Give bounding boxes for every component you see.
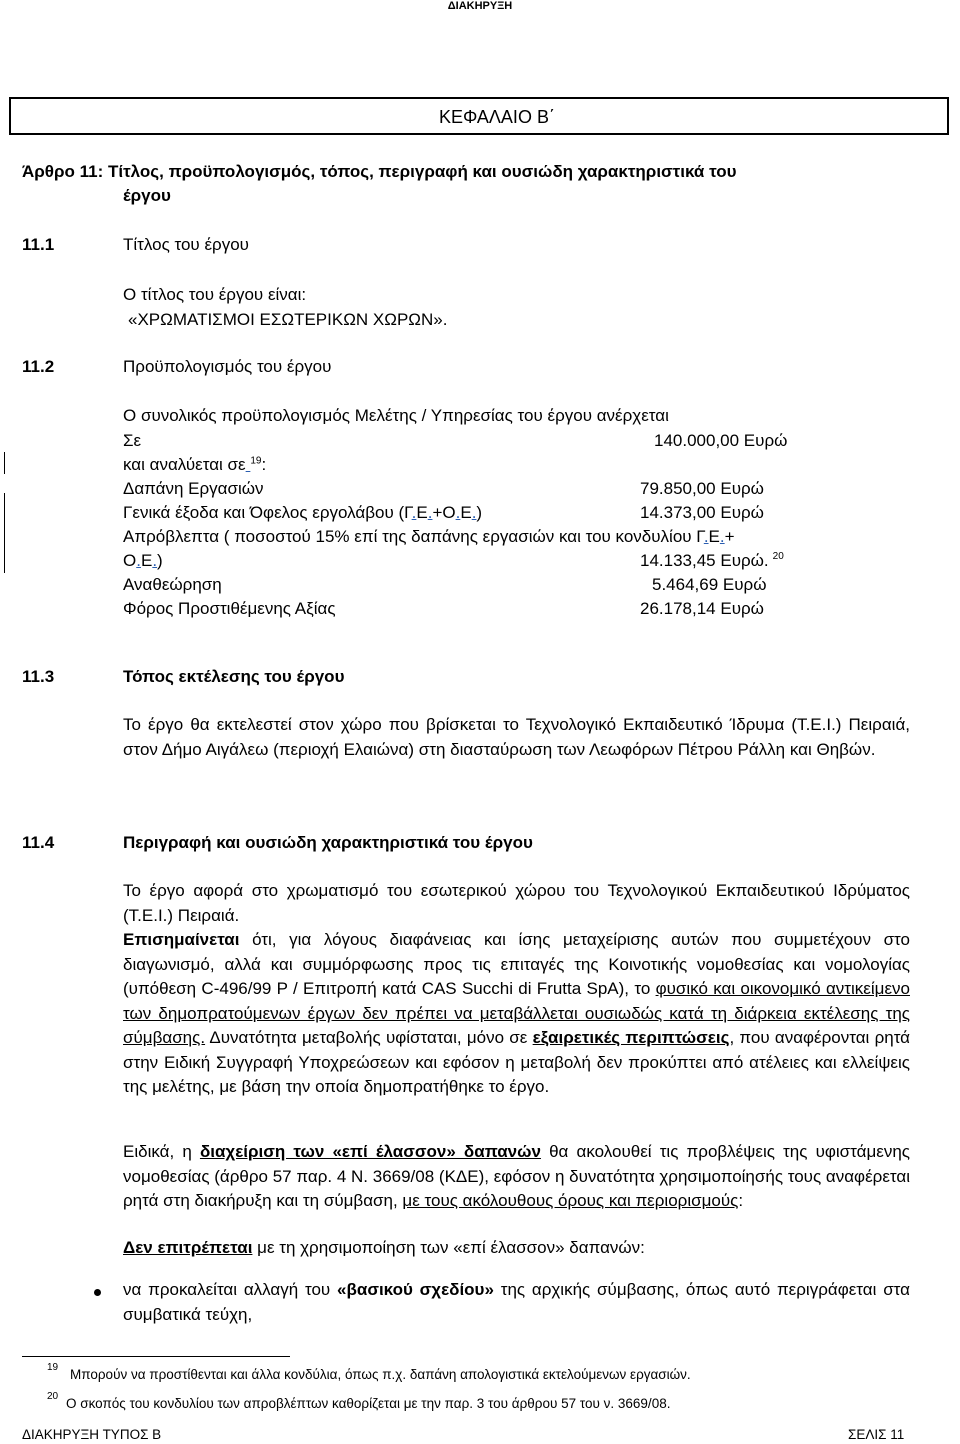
p4-text: με τη χρησιμοποίηση των «επί έλασσον» δαπανών: — [252, 1238, 645, 1257]
footnote-separator — [22, 1356, 290, 1357]
contingency-amount: 14.133,45 Ευρώ. — [640, 551, 769, 570]
contingency-label-line2 — [123, 551, 163, 571]
works-label: Δαπάνη Εργασιών — [123, 479, 264, 498]
running-header: ΔΙΑΚΗΡΥΞΗ — [447, 0, 513, 12]
contingency-o: Ο — [123, 551, 137, 570]
vat-label: Φόρος Προστιθέμενης Αξίας — [123, 599, 336, 618]
p3-underlined-bold: διαχείριση των «επί έλασσον» δαπανών — [199, 1142, 541, 1161]
overhead-label-o: +Ο — [432, 503, 456, 522]
overhead-mark: . — [471, 503, 477, 522]
section-11-2-title: Προϋπολογισμός του έργου — [123, 357, 332, 376]
overhead-label-e2: Ε — [460, 503, 472, 522]
description-paragraph-4 — [123, 1238, 645, 1258]
overhead-label-close: ) — [476, 503, 483, 522]
revision-bar — [4, 452, 5, 474]
not-permitted: Δεν επιτρέπεται — [123, 1238, 253, 1257]
budget-breakdown-line — [123, 455, 266, 475]
contingency-plus: + — [724, 527, 735, 546]
revision-label: Αναθεώρηση — [123, 575, 222, 594]
contingency-e: Ε — [708, 527, 720, 546]
p3-text-b: θα ακολουθεί τις προβλέψεις της υφιστάμενης νομοθεσίας (άρθρο 57 παρ. 4 Ν. 3669/08 (ΚΔΕ), εφόσον η δυνατότητα χρησιμοποίησής τους αναφέρεται ρητά στη διακήρυξη και τη σύμβαση, — [123, 1142, 910, 1210]
section-11-3-title: Τόπος εκτέλεσης του έργου — [123, 667, 345, 686]
article-title-line1: Άρθρο 11: Τίτλος, προϋπολογισμός, τόπος, περιγραφή και ουσιώδη χαρακτηριστικά του — [22, 162, 737, 181]
p2-text-c: , που αναφέρονται ρητά στην Ειδική Συγγραφή Υποχρεώσεων και εφόσον η μεταβολή δεν προκύπτει από ατέλειες και ελλείψεις της μελέτης, με βάση την οποία δημοπρατήθηκε το έργο. — [123, 1028, 910, 1096]
section-11-1-title: Τίτλος του έργου — [123, 235, 249, 254]
breakdown-text: και αναλύεται σε — [123, 455, 246, 474]
location-paragraph: Το έργο θα εκτελεστεί στον χώρο που βρίσκεται το Τεχνολογικό Εκπαιδευτικό Ίδρυμα (Τ.Ε.Ι.) Πειραιά, στον Δήμο Αιγάλεω (περιοχή Ελαιώνα) στη διασταύρωση των Λεωφόρων Πέτρου Ράλλη και Θηβών. — [123, 715, 910, 759]
p2-exceptional-cases: εξαιρετικές περιπτώσεις — [532, 1028, 730, 1047]
overhead-mark: . — [455, 503, 461, 522]
p2-text-b: Δυνατότητα μεταβολής υφίσταται, μόνο σε — [205, 1028, 533, 1047]
footnote-20-text: Ο σκοπός του κονδυλίου των απροβλέπτων καθορίζεται με την παρ. 3 του άρθρου 57 του ν. 3669/08. — [66, 1396, 671, 1411]
section-11-3-number: 11.3 — [22, 667, 55, 686]
contingency-label-line1 — [123, 527, 735, 547]
contingency-text: Απρόβλεπτα ( ποσοστού 15% επί της δαπάνης εργασιών και του κονδυλίου Γ — [123, 527, 704, 546]
description-paragraph-1: Το έργο αφορά στο χρωματισμό του εσωτερικού χώρου του Τεχνολογικού Εκπαιδευτικού Ιδρύματος (Τ.Ε.Ι.) Πειραιά. — [123, 881, 910, 925]
bullet-item-1 — [123, 1278, 910, 1327]
contingency-amount-wrap — [640, 551, 784, 571]
footnote-19-text: Μπορούν να προστίθενται και άλλα κονδύλια, όπως π.χ. δαπάνη απολογιστικά εκτελούμενων εργασιών. — [70, 1367, 691, 1382]
emphasis-note: Επισημαίνεται — [123, 930, 240, 949]
title-intro: Ο τίτλος του έργου είναι: — [123, 285, 307, 304]
section-11-1-number: 11.1 — [22, 235, 55, 254]
contingency-mark: . — [136, 551, 141, 570]
contingency-mark: . — [152, 551, 158, 570]
bullet1-basic-design: «βασικού σχεδίου» — [337, 1280, 494, 1299]
p2-text-a: ότι, για λόγους διαφάνειας και ίσης μεταχείρισης αυτών που συμμετέχουν στο διαγωνισμό, αλλά και συμμόρφωσης προς τις επιταγές της Κοινοτικής νομοθεσίας και νομολογίας (υπόθεση C-496/99 P / Επιτροπή κατά CAS Succhi di Frutta SpA), το — [123, 930, 910, 998]
chapter-title: ΚΕΦΑΛΑΙΟ Β΄ — [439, 107, 555, 127]
footer-page-number: ΣΕΛΙΣ 11 — [848, 1427, 905, 1442]
project-title: «ΧΡΩΜΑΤΙΣΜΟΙ ΕΣΩΤΕΡΙΚΩΝ ΧΩΡΩΝ». — [128, 310, 448, 329]
overhead-label — [123, 503, 482, 523]
p3-underlined: με τους ακόλουθους όρους και περιορισμούς — [402, 1191, 739, 1210]
overhead-amount: 14.373,00 Ευρώ — [640, 503, 764, 522]
footnote-20-number: 20 — [47, 1391, 59, 1402]
overhead-mark: . — [411, 503, 417, 522]
revision-bar-2 — [4, 493, 5, 573]
description-paragraph-2 — [123, 928, 910, 1100]
overhead-label-text: Γενικά έξοδα και Όφελος εργολάβου (Γ — [123, 503, 412, 522]
vat-amount: 26.178,14 Ευρώ — [640, 599, 764, 618]
works-amount: 79.850,00 Ευρώ — [640, 479, 764, 498]
footer-doc-type: ΔΙΑΚΗΡΥΞΗ ΤΥΠΟΣ Β — [22, 1427, 162, 1442]
section-11-2-number: 11.2 — [22, 357, 55, 376]
p2-underlined: φυσικό και οικονομικό αντικείμενο των δημοπρατούμενων έργων δεν πρέπει να μεταβάλλεται ουσιωδώς κατά τη διάρκεια εκτέλεσης της σύμβασης. — [123, 979, 910, 1047]
bullet1-text-a: να προκαλείται αλλαγή του — [123, 1280, 338, 1299]
contingency-e2: Ε — [140, 551, 153, 570]
bullet-icon — [94, 1289, 101, 1296]
contingency-close: ) — [157, 551, 163, 570]
overhead-label-e: Ε — [416, 503, 428, 522]
description-paragraph-3 — [123, 1140, 910, 1214]
p3-colon: : — [738, 1191, 744, 1210]
footnote-19-number: 19 — [47, 1362, 59, 1373]
article-title-line2: έργου — [123, 186, 171, 205]
bullet1-text-c: της αρχικής σύμβασης, όπως αυτό περιγράφεται στα συμβατικά τεύχη, — [123, 1280, 910, 1324]
overhead-mark: . — [427, 503, 433, 522]
breakdown-colon: : — [261, 455, 267, 474]
section-11-4-title: Περιγραφή και ουσιώδη χαρακτηριστικά του έργου — [123, 833, 533, 852]
chapter-heading — [9, 97, 949, 135]
section-11-4-number: 11.4 — [22, 833, 55, 852]
budget-se: Σε — [123, 431, 142, 450]
budget-total-amount: 140.000,00 Ευρώ — [654, 431, 788, 450]
footnote-ref-19[interactable]: 19 — [250, 455, 262, 467]
contingency-mark: . — [703, 527, 709, 546]
p3-text-a: Ειδικά, η — [123, 1142, 200, 1161]
contingency-mark: . — [719, 527, 725, 546]
footnote-ref-20[interactable]: 20 — [772, 551, 784, 563]
budget-intro: Ο συνολικός προϋπολογισμός Μελέτης / Υπηρεσίας του έργου ανέρχεται — [123, 406, 669, 425]
revision-amount: 5.464,69 Ευρώ — [652, 575, 767, 594]
